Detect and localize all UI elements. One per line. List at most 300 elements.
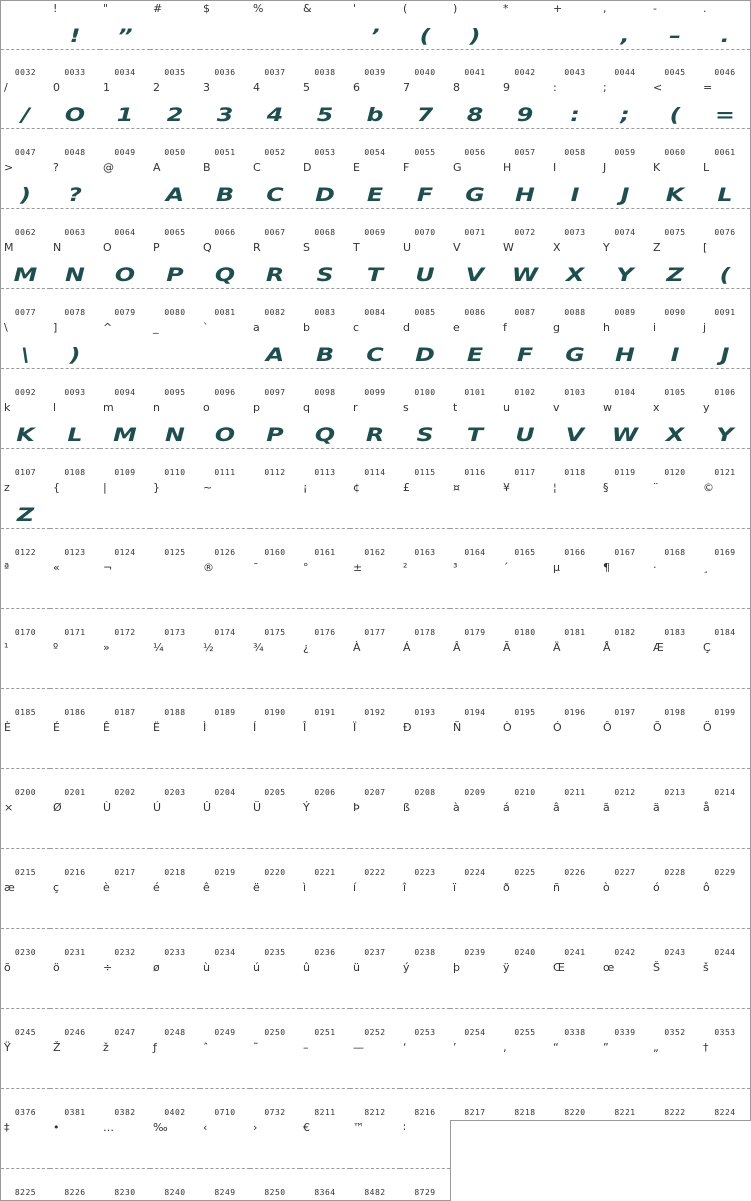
glyph-cell <box>300 160 351 241</box>
character-label: Y <box>603 241 610 254</box>
character-label: Ã <box>503 641 511 654</box>
glyph-sample <box>150 342 201 368</box>
glyph-sample <box>200 662 251 688</box>
character-code: 0118 <box>564 468 586 477</box>
character-code: 0063 <box>64 228 86 237</box>
character-label: s <box>403 401 409 414</box>
glyph-sample: 4 <box>266 104 284 126</box>
character-label: i <box>653 321 657 334</box>
character-label: 3 <box>203 81 210 94</box>
glyph-sample: , <box>620 25 630 47</box>
glyph-sample <box>250 822 301 848</box>
baseline-divider <box>1 208 50 209</box>
character-label: ¦ <box>553 481 557 494</box>
glyph-sample <box>550 822 601 848</box>
glyph-cell <box>400 880 451 961</box>
glyph-sample <box>550 582 601 608</box>
character-code: 0040 <box>414 68 436 77</box>
baseline-divider <box>50 768 100 769</box>
glyph-cell <box>600 720 651 801</box>
glyph-sample: U <box>515 424 535 446</box>
character-code: 0180 <box>514 628 536 637</box>
glyph-cell <box>200 960 251 1041</box>
character-label: ! <box>53 2 58 15</box>
character-code: 0170 <box>14 628 37 637</box>
baseline-divider <box>600 208 650 209</box>
baseline-divider <box>150 448 200 449</box>
baseline-divider <box>650 1088 700 1089</box>
baseline-divider <box>200 768 250 769</box>
character-code: 8249 <box>214 1188 236 1197</box>
baseline-divider <box>150 928 200 929</box>
glyph-cell <box>50 640 101 721</box>
glyph-sample <box>650 982 701 1008</box>
character-label: ’ <box>453 1041 457 1054</box>
character-code: 0107 <box>14 468 37 477</box>
glyph-cell <box>650 880 701 961</box>
baseline-divider <box>650 368 700 369</box>
glyph-sample <box>550 982 601 1008</box>
character-code: 0230 <box>14 948 37 957</box>
character-label: 4 <box>253 81 260 94</box>
character-code: 0178 <box>414 628 436 637</box>
glyph-cell <box>650 1040 701 1121</box>
baseline-divider <box>600 848 650 849</box>
character-label: ¨ <box>653 481 659 494</box>
glyph-sample <box>200 1142 251 1168</box>
character-label: º <box>53 641 59 654</box>
baseline-divider <box>550 928 600 929</box>
glyph-sample <box>200 742 251 768</box>
glyph-cell <box>200 0 251 81</box>
character-code: 0042 <box>514 68 536 77</box>
glyph-sample <box>550 902 601 928</box>
glyph-cell <box>450 720 501 801</box>
character-label: ² <box>403 561 408 574</box>
baseline-divider <box>200 848 250 849</box>
character-label: ó <box>653 881 660 894</box>
baseline-divider <box>700 288 750 289</box>
character-code: 0039 <box>364 68 386 77</box>
glyph-cell <box>350 880 401 961</box>
character-label: c <box>353 321 360 334</box>
glyph-cell <box>500 960 551 1041</box>
glyph-sample <box>500 1062 551 1088</box>
glyph-sample <box>100 582 151 608</box>
character-label: — <box>353 1041 364 1054</box>
character-label: . <box>703 2 707 15</box>
glyph-cell <box>250 640 301 721</box>
baseline-divider <box>700 1008 750 1009</box>
glyph-cell <box>350 720 401 801</box>
character-code: 0033 <box>64 68 86 77</box>
glyph-sample <box>50 502 101 528</box>
glyph-sample: C <box>366 344 384 366</box>
glyph-sample <box>150 982 201 1008</box>
glyph-sample: . <box>720 25 730 47</box>
character-code: 0064 <box>114 228 136 237</box>
character-code: 0074 <box>614 228 636 237</box>
character-code: 0102 <box>514 388 536 397</box>
baseline-divider <box>100 368 150 369</box>
character-code: 0251 <box>314 1028 336 1037</box>
character-code: 0036 <box>214 68 236 77</box>
baseline-divider <box>700 1088 750 1089</box>
baseline-divider <box>550 1008 600 1009</box>
glyph-cell <box>550 720 601 801</box>
glyph-sample: – <box>669 25 681 47</box>
baseline-divider <box>250 448 300 449</box>
baseline-divider <box>100 208 150 209</box>
glyph-cell <box>0 1040 51 1121</box>
character-label: ž <box>103 1041 109 1054</box>
character-label: 8 <box>453 81 460 94</box>
character-label: Ö <box>703 721 712 734</box>
baseline-divider <box>450 208 500 209</box>
character-label: , <box>603 2 607 15</box>
glyph-cell <box>500 80 551 161</box>
glyph-sample <box>550 662 601 688</box>
character-label: … <box>103 1121 114 1134</box>
character-code: 0190 <box>264 708 286 717</box>
character-code: 0099 <box>364 388 386 397</box>
baseline-divider <box>350 688 400 689</box>
character-label: È <box>4 721 11 734</box>
character-code: 0086 <box>464 308 486 317</box>
character-code: 0092 <box>14 388 37 397</box>
character-label: › <box>253 1121 258 1134</box>
character-label: p <box>253 401 260 414</box>
glyph-sample: N <box>65 264 85 286</box>
baseline-divider <box>350 1088 400 1089</box>
glyph-sample <box>650 742 701 768</box>
glyph-cell <box>150 1040 201 1121</box>
character-code: 0037 <box>264 68 286 77</box>
character-code: 0077 <box>14 308 37 317</box>
character-code: 0100 <box>414 388 436 397</box>
character-code: 0191 <box>314 708 336 717</box>
character-code: 0188 <box>164 708 186 717</box>
glyph-sample <box>500 742 551 768</box>
baseline-divider <box>50 688 100 689</box>
character-code: 0204 <box>214 788 236 797</box>
baseline-divider <box>200 688 250 689</box>
character-label: L <box>703 161 710 174</box>
glyph-cell <box>250 1120 301 1201</box>
glyph-cell <box>400 720 451 801</box>
character-label: é <box>153 881 160 894</box>
character-label: ¶ <box>603 561 610 574</box>
character-label: í <box>353 881 357 894</box>
character-code: 0201 <box>64 788 86 797</box>
glyph-sample <box>150 502 201 528</box>
glyph-sample <box>350 742 401 768</box>
glyph-cell <box>700 160 751 241</box>
character-code: 0076 <box>714 228 736 237</box>
glyph-sample: ! <box>69 25 81 47</box>
character-label: u <box>503 401 510 414</box>
character-label: M <box>4 241 14 254</box>
glyph-sample: ) <box>469 25 481 47</box>
baseline-divider <box>600 768 650 769</box>
glyph-cell <box>600 400 651 481</box>
glyph-cell <box>450 400 501 481</box>
character-code: 0189 <box>214 708 236 717</box>
glyph-sample <box>350 1062 401 1088</box>
glyph-sample <box>450 662 501 688</box>
glyph-cell <box>600 640 651 721</box>
character-label: ü <box>353 961 360 974</box>
character-label: A <box>153 161 161 174</box>
character-label: n <box>153 401 160 414</box>
glyph-sample: \ <box>21 344 30 366</box>
glyph-cell <box>150 160 201 241</box>
glyph-sample <box>450 822 501 848</box>
glyph-cell <box>50 720 101 801</box>
character-label: ë <box>253 881 260 894</box>
character-code: 0221 <box>314 868 336 877</box>
glyph-cell <box>300 1040 351 1121</box>
baseline-divider <box>550 848 600 849</box>
glyph-sample <box>700 582 751 608</box>
baseline-divider <box>400 49 450 50</box>
character-code: 0090 <box>664 308 686 317</box>
glyph-sample: 1 <box>116 104 134 126</box>
glyph-cell <box>600 160 651 241</box>
glyph-sample: ” <box>117 25 133 47</box>
character-code: 0184 <box>714 628 736 637</box>
glyph-sample: S <box>316 264 334 286</box>
glyph-cell <box>50 960 101 1041</box>
glyph-sample <box>650 662 701 688</box>
character-code: 8211 <box>314 1108 336 1117</box>
baseline-divider <box>150 128 200 129</box>
glyph-cell <box>600 560 651 641</box>
character-code: 8218 <box>514 1108 536 1117</box>
glyph-sample: 5 <box>316 104 334 126</box>
baseline-divider <box>400 208 450 209</box>
baseline-divider <box>250 49 300 50</box>
baseline-divider <box>350 368 400 369</box>
glyph-cell <box>100 560 151 641</box>
character-label: ß <box>403 801 410 814</box>
baseline-divider <box>650 688 700 689</box>
glyph-sample <box>100 902 151 928</box>
character-label: ã <box>603 801 610 814</box>
glyph-cell <box>700 1040 751 1121</box>
character-label: _ <box>153 321 159 334</box>
baseline-divider <box>100 688 150 689</box>
character-label: 9 <box>503 81 510 94</box>
character-label: Í <box>253 721 257 734</box>
glyph-sample: U <box>415 264 435 286</box>
baseline-divider <box>400 608 450 609</box>
character-label: ] <box>53 321 58 334</box>
glyph-sample <box>200 342 251 368</box>
character-label: = <box>703 81 713 94</box>
character-code: 0080 <box>164 308 186 317</box>
glyph-sample <box>500 502 551 528</box>
character-code: 8226 <box>64 1188 86 1197</box>
character-label: “ <box>553 1041 559 1054</box>
glyph-cell <box>300 960 351 1041</box>
glyph-cell <box>100 240 151 321</box>
glyph-cell <box>450 0 501 81</box>
glyph-cell <box>650 720 701 801</box>
baseline-divider <box>500 49 550 50</box>
glyph-sample: T <box>366 264 384 286</box>
baseline-divider <box>350 208 400 209</box>
glyph-sample <box>0 982 51 1008</box>
character-code: 0241 <box>564 948 586 957</box>
character-label: € <box>303 1121 310 1134</box>
character-code: 0068 <box>314 228 336 237</box>
glyph-cell <box>300 320 351 401</box>
baseline-divider <box>300 1008 350 1009</box>
character-label: ì <box>303 881 307 894</box>
character-code: 0075 <box>664 228 686 237</box>
baseline-divider <box>150 528 200 529</box>
glyph-sample <box>0 23 51 49</box>
character-code: 0067 <box>264 228 286 237</box>
baseline-divider <box>500 208 550 209</box>
character-label: t <box>453 401 458 414</box>
baseline-divider <box>200 49 250 50</box>
glyph-cell <box>150 400 201 481</box>
character-label: # <box>153 2 163 15</box>
character-label: \ <box>4 321 8 334</box>
glyph-cell <box>50 560 101 641</box>
glyph-cell <box>0 400 51 481</box>
glyph-cell <box>700 240 751 321</box>
baseline-divider <box>400 848 450 849</box>
baseline-divider <box>250 1008 300 1009</box>
baseline-divider <box>500 528 550 529</box>
baseline-divider <box>700 368 750 369</box>
baseline-divider <box>400 1088 450 1089</box>
glyph-sample <box>250 1142 301 1168</box>
glyph-sample <box>200 502 251 528</box>
glyph-sample <box>150 23 201 49</box>
baseline-divider <box>150 1008 200 1009</box>
baseline-divider <box>250 128 300 129</box>
glyph-sample <box>300 23 351 49</box>
baseline-divider <box>100 288 150 289</box>
character-code: 8482 <box>364 1188 386 1197</box>
glyph-cell <box>150 1120 201 1201</box>
character-label: ú <box>253 961 260 974</box>
glyph-cell <box>300 400 351 481</box>
character-code: 0182 <box>614 628 636 637</box>
glyph-cell <box>650 0 701 81</box>
glyph-sample: T <box>466 424 484 446</box>
baseline-divider <box>450 1008 500 1009</box>
glyph-sample <box>50 742 101 768</box>
character-code: 0237 <box>364 948 386 957</box>
glyph-cell <box>250 880 301 961</box>
character-code: 0225 <box>514 868 536 877</box>
glyph-sample <box>250 1062 301 1088</box>
glyph-sample: ) <box>20 184 31 206</box>
glyph-sample: B <box>315 344 335 366</box>
glyph-sample <box>150 1142 201 1168</box>
glyph-cell <box>50 240 101 321</box>
baseline-divider <box>200 288 250 289</box>
glyph-sample <box>300 582 351 608</box>
glyph-sample: M <box>13 264 38 286</box>
character-code: 0250 <box>264 1028 286 1037</box>
baseline-divider <box>200 448 250 449</box>
character-label: Û <box>203 801 212 814</box>
character-label: Ÿ <box>4 1041 11 1054</box>
glyph-sample: A <box>165 184 185 206</box>
glyph-cell <box>150 720 201 801</box>
character-label: à <box>453 801 460 814</box>
character-code: 0161 <box>314 548 336 557</box>
character-code: 0101 <box>464 388 486 397</box>
glyph-cell <box>0 640 51 721</box>
character-code: 0229 <box>714 868 736 877</box>
character-label: Š <box>653 961 660 974</box>
baseline-divider <box>1 1088 50 1089</box>
glyph-cell <box>100 80 151 161</box>
baseline-divider <box>150 208 200 209</box>
glyph-cell <box>250 960 301 1041</box>
baseline-divider <box>550 768 600 769</box>
baseline-divider <box>450 1088 500 1089</box>
character-label: Ž <box>53 1041 61 1054</box>
baseline-divider <box>650 1008 700 1009</box>
character-code: 0110 <box>164 468 186 477</box>
baseline-divider <box>400 448 450 449</box>
glyph-cell <box>350 800 401 881</box>
character-label: ª <box>4 561 10 574</box>
baseline-divider <box>250 368 300 369</box>
glyph-cell <box>150 800 201 881</box>
glyph-sample <box>400 742 451 768</box>
glyph-sample: ( <box>719 264 731 286</box>
character-code: 0096 <box>214 388 236 397</box>
character-code: 0197 <box>614 708 636 717</box>
baseline-divider <box>350 448 400 449</box>
character-code: 0072 <box>514 228 536 237</box>
character-code: 0231 <box>64 948 86 957</box>
glyph-cell <box>0 80 51 161</box>
glyph-cell <box>700 0 751 81</box>
character-code: 0253 <box>414 1028 436 1037</box>
glyph-sample <box>200 1062 251 1088</box>
baseline-divider <box>250 928 300 929</box>
baseline-divider <box>550 688 600 689</box>
baseline-divider <box>700 928 750 929</box>
character-label: ° <box>303 561 309 574</box>
character-label: V <box>453 241 461 254</box>
glyph-sample: L <box>67 424 83 446</box>
baseline-divider <box>450 368 500 369</box>
character-label: % <box>253 2 264 15</box>
character-code: 0212 <box>614 788 636 797</box>
glyph-sample <box>650 582 701 608</box>
character-label: ( <box>403 2 408 15</box>
glyph-cell <box>350 160 401 241</box>
glyph-cell <box>200 1120 251 1201</box>
glyph-sample: K <box>665 184 685 206</box>
character-label: œ <box>603 961 615 974</box>
baseline-divider <box>100 1168 150 1169</box>
glyph-sample: 9 <box>516 104 534 126</box>
glyph-cell <box>700 640 751 721</box>
glyph-sample <box>550 742 601 768</box>
